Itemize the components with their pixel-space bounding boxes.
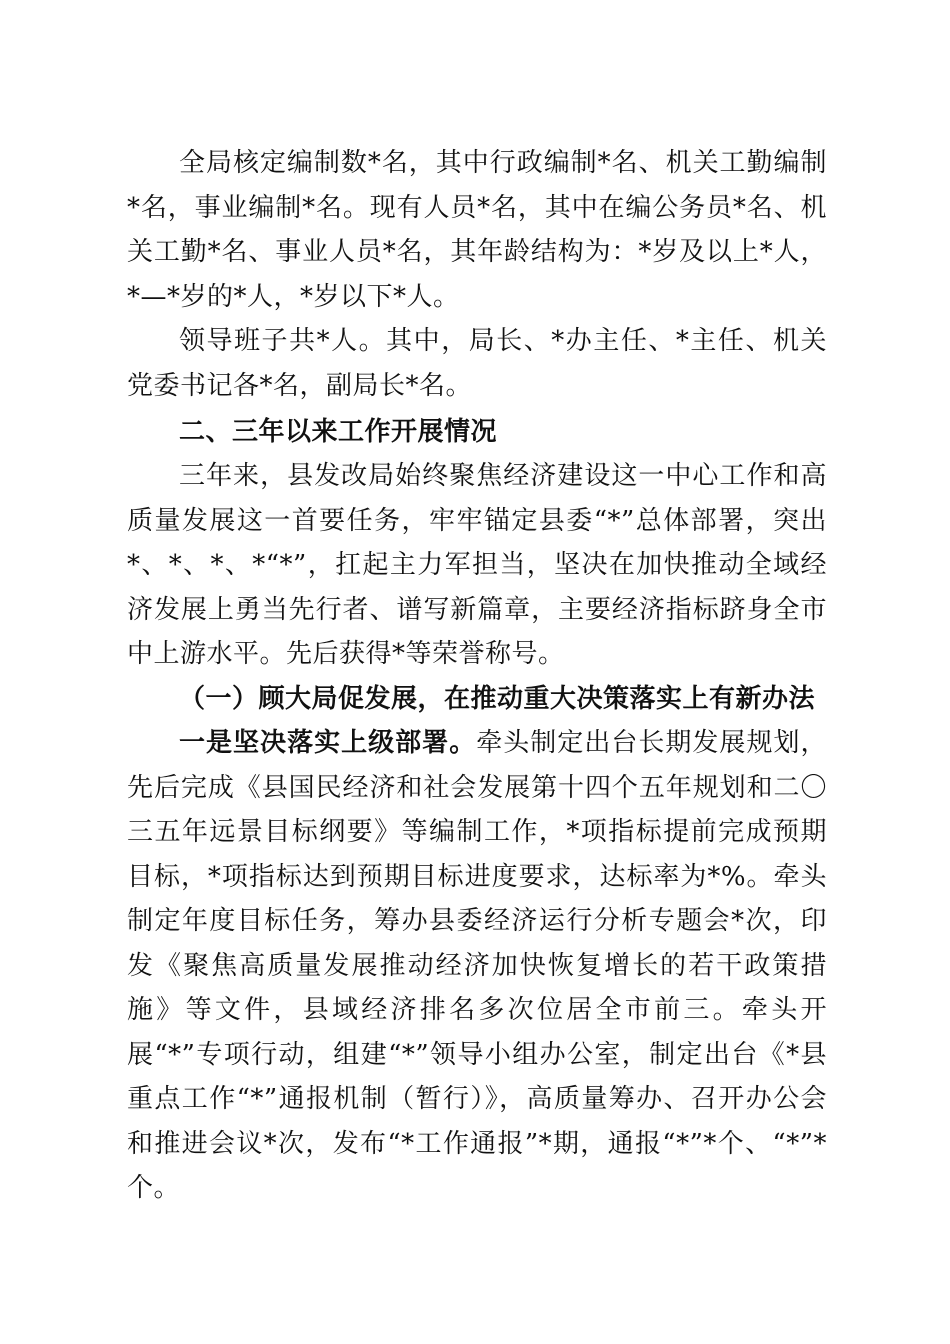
paragraph-implementation: [127, 721, 827, 1211]
paragraph-lead-phrase: 一是坚决落实上级部署。: [179, 728, 477, 758]
subsection-heading-1: （一）顾大局促发展，在推动重大决策落实上有新办法: [179, 684, 816, 714]
section-heading-work-progress: 二、三年以来工作开展情况: [179, 417, 498, 447]
paragraph-body: 牵头制定出台长期发展规划，先后完成《县国民经济和社会发展第十四个五年规划和二〇三五年远景目标纲要》等编制工作，*项指标提前完成预期目标，*项指标达到预期目标进度要求，达标率为*%。牵头制定年度目标任务，筹办县委经济运行分析专题会*次，印发《聚焦高质量发展推动经济加快恢复增长的若干政策措施》等文件，县域经济排名多次位居全市前三。牵头开展“*”专项行动，组建“*”领导小组办公室，制定出台《*县重点工作“*”通报机制（暂行）》，高质量筹办、召开办公会和推进会议*次，发布“*工作通报”*期，通报“*”*个、“*”*个。: [127, 728, 827, 1203]
paragraph-overview: 三年来，县发改局始终聚焦经济建设这一中心工作和高质量发展这一首要任务，牢牢锚定县委“*”总体部署，突出*、*、*、*“*”，扛起主力军担当，坚决在加快推动全域经济发展上勇当先行者、谱写新篇章，主要经济指标跻身全市中上游水平。先后获得*等荣誉称号。: [127, 461, 827, 669]
paragraph-staffing: 全局核定编制数*名，其中行政编制*名、机关工勤编制*名，事业编制*名。现有人员*名，其中在编公务员*名、机关工勤*名、事业人员*名，其年龄结构为：*岁及以上*人，*—*岁的*人，*岁以下*人。: [127, 148, 827, 312]
paragraph-leadership: 领导班子共*人。其中，局长、*办主任、*主任、机关党委书记各*名，副局长*名。: [127, 326, 827, 401]
